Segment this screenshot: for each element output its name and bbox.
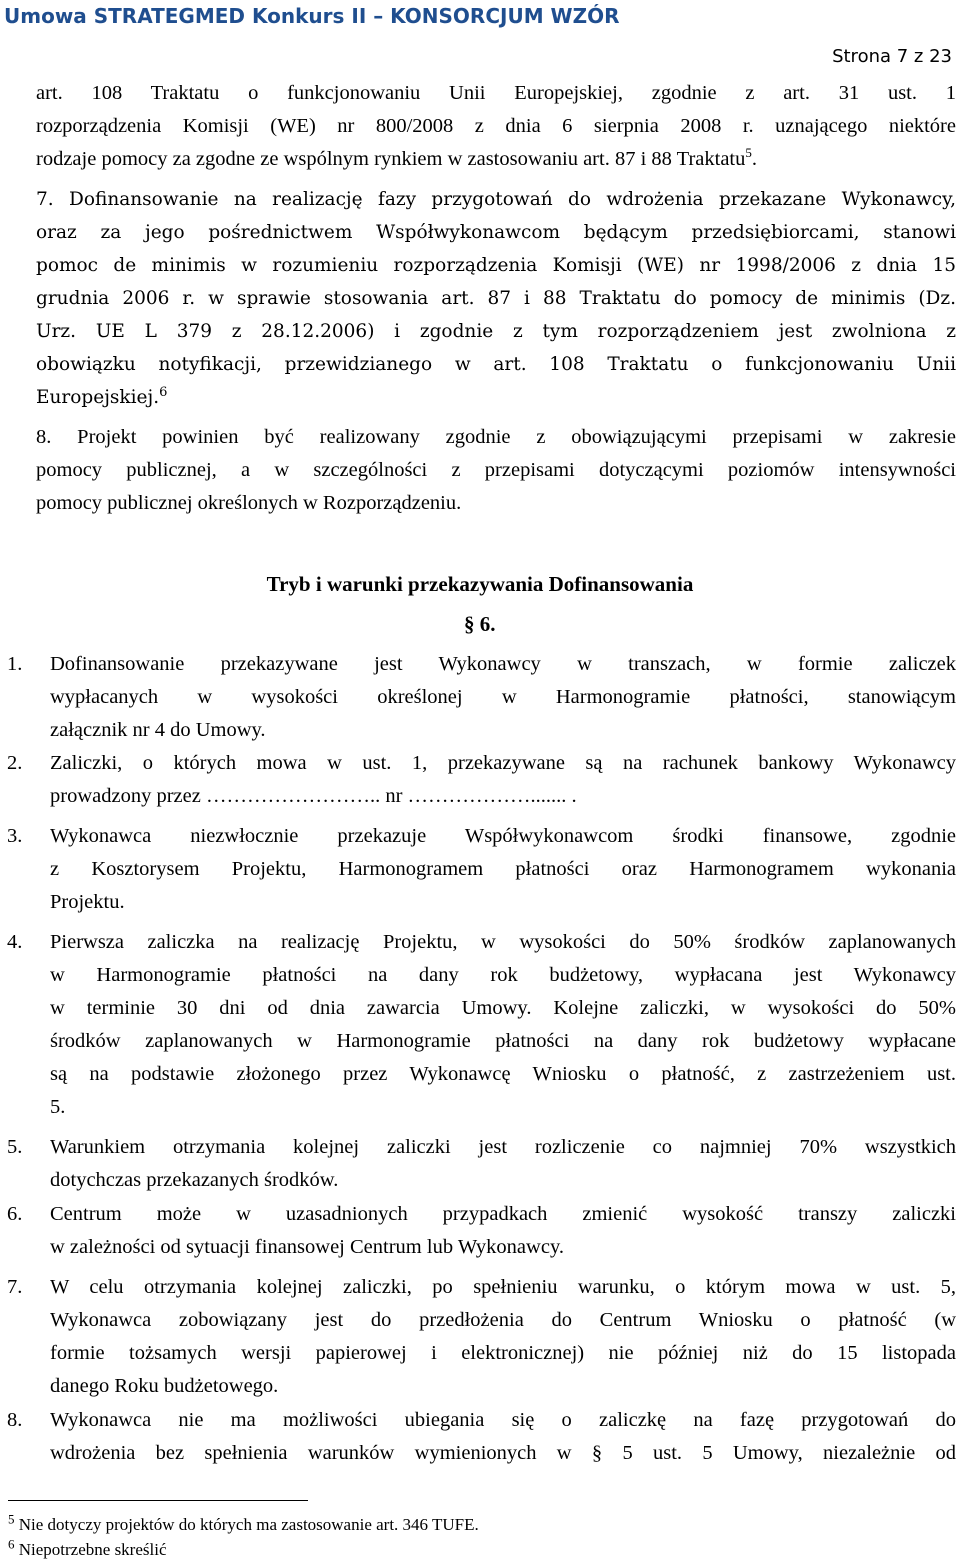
item-7-line-1: W celu otrzymania kolejnej zaliczki, po spełnieniu warunku, o którym mowa w ust. 5, — [50, 1276, 956, 1298]
point7-line-2: oraz za jego pośrednictwem Współwykonawcom będącym przedsiębiorcami, stanowi — [36, 222, 956, 243]
item-2-line-2: prowadzony przez …………………….. nr ………………....... . — [50, 785, 577, 807]
item-8-number: 8. — [7, 1409, 23, 1431]
footnote-ref-5[interactable]: 5 — [745, 145, 752, 161]
point7-line-7-text: Europejskiej. — [36, 387, 160, 408]
point7-line-3: pomoc de minimis w rozumieniu rozporządzenia Komisji (WE) nr 1998/2006 z dnia 15 — [36, 255, 956, 276]
item-6-number: 6. — [7, 1203, 23, 1225]
point7-line-1: 7. Dofinansowanie na realizację fazy przygotowań do wdrożenia przekazane Wykonawcy, — [36, 189, 956, 210]
header-title: Umowa STRATEGMED Konkurs II – KONSORCJUM WZÓR — [4, 4, 620, 28]
item-2-number: 2. — [7, 752, 23, 774]
item-4-line-6: 5. — [50, 1096, 66, 1118]
footnote-5-number: 5 — [8, 1511, 15, 1527]
item-3-line-1: Wykonawca niezwłocznie przekazuje Współwykonawcom środki finansowe, zgodnie — [50, 825, 956, 847]
footnote-5 — [8, 1511, 479, 1536]
item-1-line-3: załącznik nr 4 do Umowy. — [50, 719, 266, 741]
item-6-line-1: Centrum może w uzasadnionych przypadkach zmienić wysokość transzy zaliczki — [50, 1203, 956, 1225]
item-5-line-1: Warunkiem otrzymania kolejnej zaliczki jest rozliczenie co najmniej 70% wszystkich — [50, 1136, 956, 1158]
item-4-line-3: w terminie 30 dni od dnia zawarcia Umowy. Kolejne zaliczki, w wysokości do 50% — [50, 997, 956, 1019]
item-8-line-1: Wykonawca nie ma możliwości ubiegania się o zaliczkę na fazę przygotowań do — [50, 1409, 956, 1431]
item-1-number: 1. — [7, 653, 23, 675]
document-header — [0, 0, 960, 32]
item-7-number: 7. — [7, 1276, 23, 1298]
item-4-line-4: środków zaplanowanych w Harmonogramie płatności na dany rok budżetowy wypłacane — [50, 1030, 956, 1052]
footnote-6 — [8, 1536, 167, 1561]
item-7-line-2: Wykonawca zobowiązany jest do przedłożenia do Centrum Wniosku o płatność (w — [50, 1309, 956, 1331]
point7-line-7 — [36, 381, 956, 414]
section-title: Tryb i warunki przekazywania Dofinansowania — [266, 572, 694, 596]
item-6-line-2: w zależności od sytuacji finansowej Centrum lub Wykonawcy. — [50, 1236, 564, 1258]
item-5-number: 5. — [7, 1136, 23, 1158]
page-number: Strona 7 z 23 — [832, 46, 952, 67]
intro-line-1: art. 108 Traktatu o funkcjonowaniu Unii Europejskiej, zgodnie z art. 31 ust. 1 — [36, 82, 956, 104]
item-5-line-2: dotychczas przekazanych środków. — [50, 1169, 339, 1191]
item-1-line-2: wypłacanych w wysokości określonej w Harmonogramie płatności, stanowiącym — [50, 686, 956, 708]
footnote-separator — [8, 1500, 308, 1501]
item-4-number: 4. — [7, 931, 23, 953]
point7-line-6: obowiązku notyfikacji, przewidzianego w art. 108 Traktatu o funkcjonowaniu Unii — [36, 354, 956, 375]
footnote-6-text: Niepotrzebne skreślić — [14, 1540, 167, 1559]
item-4-line-2: w Harmonogramie płatności na dany rok budżetowy, wypłacana jest Wykonawcy — [50, 964, 956, 986]
point8-line-2: pomocy publicznej, a w szczególności z przepisami dotyczącymi poziomów intensywności — [36, 459, 956, 481]
item-8-line-2: wdrożenia bez spełnienia warunków wymienionych w § 5 ust. 5 Umowy, niezależnie od — [50, 1442, 956, 1464]
intro-line-3 — [36, 143, 956, 176]
item-3-line-3: Projektu. — [50, 891, 125, 913]
point7-line-4: grudnia 2006 r. w sprawie stosowania art. 87 i 88 Traktatu do pomocy de minimis (Dz. — [36, 288, 956, 309]
item-3-number: 3. — [7, 825, 23, 847]
item-3-line-2: z Kosztorysem Projektu, Harmonogramem płatności oraz Harmonogramem wykonania — [50, 858, 956, 880]
intro-line-3-text: rodzaje pomocy za zgodne ze wspólnym rynkiem w zastosowaniu art. 87 i 88 Traktatu — [36, 148, 746, 170]
point8-line-1: 8. Projekt powinien być realizowany zgodnie z obowiązującymi przepisami w zakresie — [36, 426, 956, 448]
section-sign: § 6. — [464, 612, 496, 636]
intro-line-2: rozporządzenia Komisji (WE) nr 800/2008 z dnia 6 sierpnia 2008 r. uznającego niektóre — [36, 115, 956, 137]
point7-line-5: Urz. UE L 379 z 28.12.2006) i zgodnie z tym rozporządzeniem jest zwolniona z — [36, 321, 956, 342]
footnote-5-text: Nie dotyczy projektów do których ma zastosowanie art. 346 TUFE. — [14, 1515, 479, 1534]
item-4-line-1: Pierwsza zaliczka na realizację Projektu, w wysokości do 50% środków zaplanowanych — [50, 931, 956, 953]
footnote-6-number: 6 — [8, 1536, 15, 1552]
item-1-line-1: Dofinansowanie przekazywane jest Wykonawcy w transzach, w formie zaliczek — [50, 653, 956, 675]
item-2-line-1: Zaliczki, o których mowa w ust. 1, przekazywane są na rachunek bankowy Wykonawcy — [50, 752, 956, 774]
footnote-ref-6[interactable]: 6 — [159, 384, 168, 400]
item-4-line-5: są na podstawie złożonego przez Wykonawcę Wniosku o płatność, z zastrzeżeniem ust. — [50, 1063, 956, 1085]
intro-line-3-tail: . — [751, 148, 757, 170]
item-7-line-3: formie tożsamych wersji papierowej i elektronicznej) nie później niż do 15 listopada — [50, 1342, 956, 1364]
item-7-line-4: danego Roku budżetowego. — [50, 1375, 279, 1397]
point8-line-3: pomocy publicznej określonych w Rozporządzeniu. — [36, 492, 462, 514]
